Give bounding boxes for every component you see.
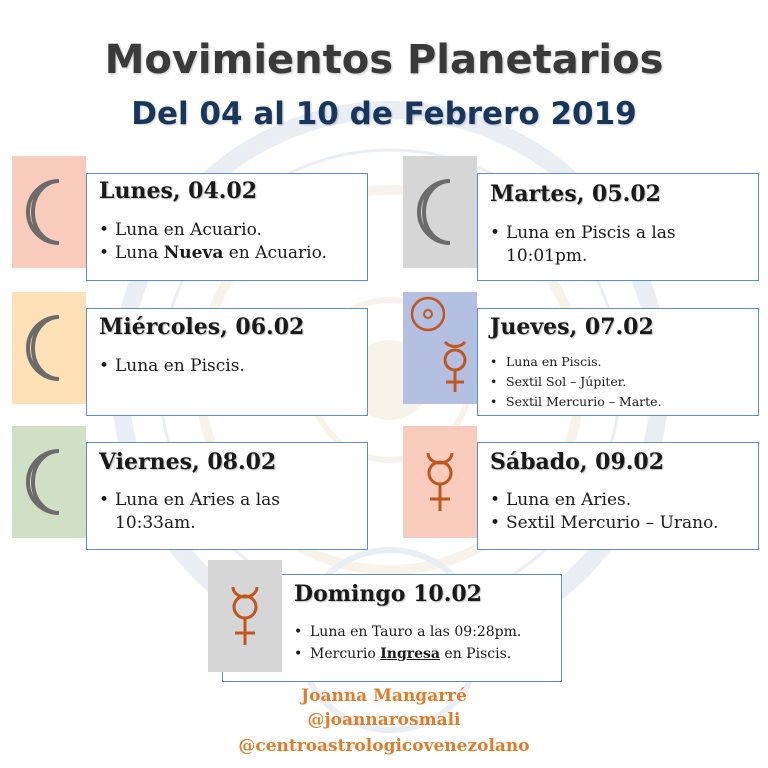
day-tile-lunes xyxy=(12,156,86,268)
day-title-miercoles: Miércoles, 06.02 xyxy=(99,314,305,340)
day-tile-sabado xyxy=(403,426,477,538)
day-tile-domingo xyxy=(208,560,282,672)
day-tile-viernes xyxy=(12,426,86,538)
day-items-lunes xyxy=(99,219,361,265)
day-title-jueves: Jueves, 07.02 xyxy=(490,314,654,340)
day-title-lunes: Lunes, 04.02 xyxy=(99,178,258,204)
emphasis-text: Nueva xyxy=(163,243,224,263)
day-items-domingo xyxy=(294,621,556,665)
page-subtitle: Del 04 al 10 de Febrero 2019 xyxy=(131,96,637,132)
day-items-martes xyxy=(490,222,710,268)
day-tile-jueves xyxy=(403,292,477,404)
center-handle: @centroastrologicovenezolano xyxy=(238,736,530,756)
day-title-viernes: Viernes, 08.02 xyxy=(99,449,277,475)
author-handle: @joannarosmali xyxy=(307,710,461,730)
mercury-icon xyxy=(445,342,465,392)
author-name: Joanna Mangarré xyxy=(301,686,467,706)
sun-and-mercury-icon xyxy=(403,292,477,404)
list-item: • Luna Nueva en Acuario. xyxy=(99,242,361,265)
day-title-domingo: Domingo 10.02 xyxy=(294,581,482,607)
day-title-sabado: Sábado, 09.02 xyxy=(490,449,665,475)
day-items-jueves xyxy=(490,352,750,412)
day-title-martes: Martes, 05.02 xyxy=(490,181,661,207)
moon-icon xyxy=(21,177,77,247)
moon-icon xyxy=(21,447,77,517)
list-item: • Luna en Acuario. xyxy=(99,219,361,242)
moon-icon xyxy=(412,177,468,247)
list-item: • Luna en Aries. xyxy=(490,489,754,512)
mercury-icon xyxy=(420,449,460,515)
list-item: • Mercurio Ingresa en Piscis. xyxy=(294,643,556,665)
list-item: • Sextil Mercurio – Urano. xyxy=(490,512,754,535)
day-tile-miercoles xyxy=(12,292,86,404)
page-title: Movimientos Planetarios xyxy=(104,37,664,83)
mercury-icon xyxy=(225,583,265,649)
emphasis-text: Ingresa xyxy=(380,646,440,662)
list-item: • Luna en Piscis a las 10:01pm. xyxy=(490,222,710,268)
list-item: • Luna en Aries a las 10:33am. xyxy=(99,489,319,535)
list-item: • Luna en Tauro a las 09:28pm. xyxy=(294,621,556,643)
day-items-sabado xyxy=(490,489,754,535)
list-item: • Sextil Mercurio – Marte. xyxy=(490,392,750,412)
day-tile-martes xyxy=(403,156,477,268)
list-item: • Luna en Piscis. xyxy=(99,355,361,378)
list-item: • Luna en Piscis. xyxy=(490,352,750,372)
day-items-viernes xyxy=(99,489,319,535)
day-items-miercoles xyxy=(99,355,361,378)
moon-icon xyxy=(21,313,77,383)
list-item: • Sextil Sol – Júpiter. xyxy=(490,372,750,392)
sun-icon xyxy=(412,298,444,330)
